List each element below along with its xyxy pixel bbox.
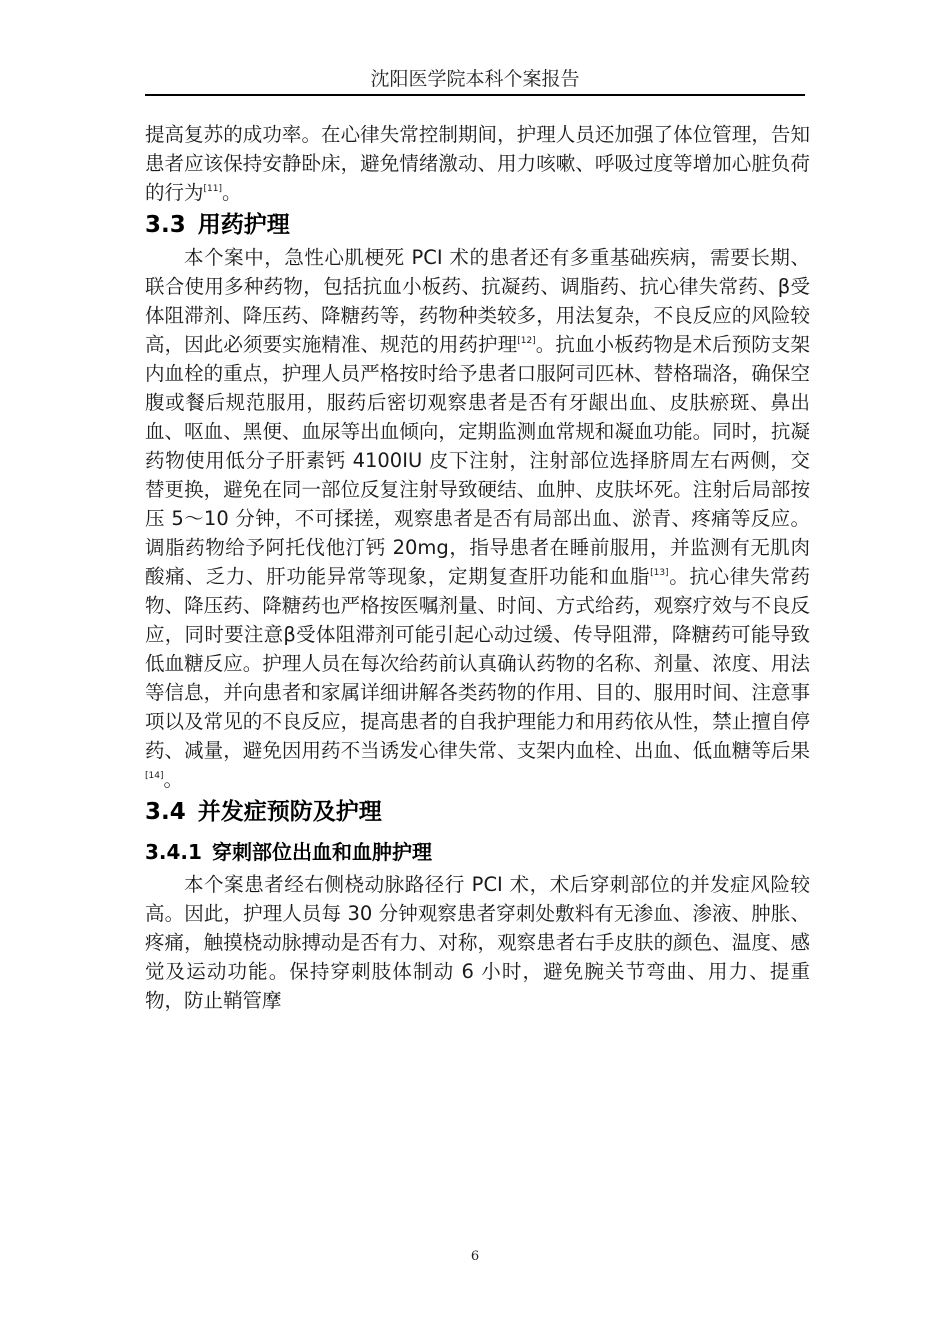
citation-14: [14] xyxy=(145,771,164,781)
medication-tail: 。 xyxy=(163,768,183,791)
section-heading-3-3 xyxy=(145,207,810,243)
citation-13: [13] xyxy=(650,568,669,578)
section-title: 并发症预防及护理 xyxy=(197,799,382,825)
section-heading-3-4 xyxy=(145,794,810,830)
puncture-care-paragraph: 本个案患者经右侧桡动脉路径行 PCI 术，术后穿刺部位的并发症风险较高。因此，护理人员每 30 分钟观察患者穿刺处敷料有无渗血、渗液、肿胀、疼痛，触摸桡动脉搏动是否有力、对称，观察患者右手皮肤的颜色、温度、感觉及运动功能。保持穿刺肢体制动 6 小时，避免腕关节弯曲、用力、提重物，防止鞘管摩 xyxy=(145,873,810,1012)
continuation-text: 提高复苏的成功率。在心律失常控制期间，护理人员还加强了体位管理，告知患者应该保持安静卧床，避免情绪激动、用力咳嗽、呼吸过度等增加心脏负荷的行为 xyxy=(145,123,810,204)
subsection-title: 穿刺部位出血和血肿护理 xyxy=(211,840,432,864)
continuation-tail: 。 xyxy=(222,181,242,204)
medication-paragraph xyxy=(145,243,810,794)
medication-text-1: 本个案中，急性心肌梗死 PCI 术的患者还有多重基础疾病，需要长期、联合使用多种药物，包括抗血小板药、抗凝药、调脂药、抗心律失常药、β受体阻滞剂、降压药、降糖药等，药物种类较多，用法复杂，不良反应的风险较高，因此必须要实施精准、规范的用药护理 xyxy=(145,246,810,356)
medication-text-2: 。抗血小板药物是术后预防支架内血栓的重点，护理人员严格按时给予患者口服阿司匹林、替格瑞洛，确保空腹或餐后规范服用，服药后密切观察患者是否有牙龈出血、皮肤瘀斑、鼻出血、呕血、黑便、血尿等出血倾向，定期监测血常规和凝血功能。同时，抗凝药物使用低分子肝素钙 4100IU 皮下注射，注射部位选择脐周左右两侧，交替更换，避免在同一部位反复注射导致硬结、血肿、皮肤坏死。注射后局部按压 5～10 分钟，不可揉搓，观察患者是否有局部出血、淤青、疼痛等反应。调脂药物给予阿托伐他汀钙 20mg，指导患者在睡前服用，并监测有无肌肉酸痛、乏力、肝功能异常等现象，定期复查肝功能和血脂 xyxy=(145,333,810,588)
section-title: 用药护理 xyxy=(197,212,290,238)
page-number: 6 xyxy=(470,1249,480,1264)
page-content xyxy=(145,120,810,1015)
page-header xyxy=(145,64,805,96)
citation-12: [12] xyxy=(517,336,536,346)
citation-11: [11] xyxy=(203,184,222,194)
section-number: 3.3 xyxy=(145,212,186,238)
subsection-number: 3.4.1 xyxy=(145,840,202,864)
medication-text-3: 。抗心律失常药物、降压药、降糖药也严格按医嘱剂量、时间、方式给药，观察疗效与不良反应，同时要注意β受体阻滞剂可能引起心动过缓、传导阻滞，降糖药可能导致低血糖反应。护理人员在每次给药前认真确认药物的名称、剂量、浓度、用法等信息，并向患者和家属详细讲解各类药物的作用、目的、服用时间、注意事项以及常见的不良反应，提高患者的自我护理能力和用药依从性，禁止擅自停药、减量，避免因用药不当诱发心律失常、支架内血栓、出血、低血糖等后果 xyxy=(145,565,810,762)
subsection-heading-3-4-1 xyxy=(145,834,810,870)
continuation-paragraph xyxy=(145,120,810,207)
header-title: 沈阳医学院本科个案报告 xyxy=(370,68,580,90)
section-number: 3.4 xyxy=(145,799,186,825)
